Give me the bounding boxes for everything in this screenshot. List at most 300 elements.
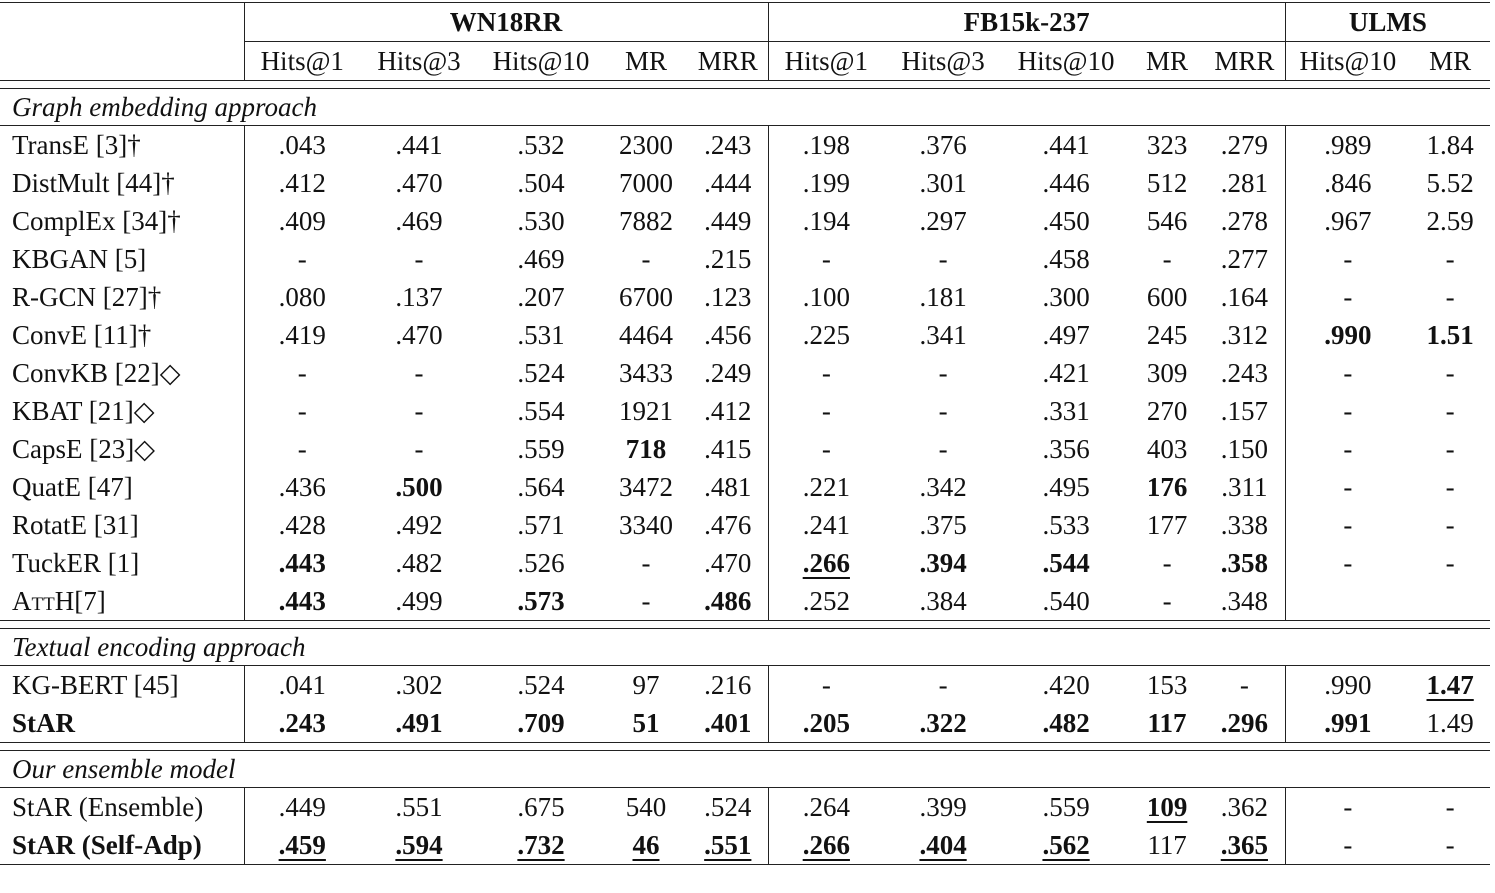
metric-value: .358: [1220, 548, 1268, 578]
metric-header: MR: [1410, 42, 1490, 81]
metric-value: .470: [704, 548, 752, 578]
metric-value: .492: [395, 510, 443, 540]
metric-cell: [1204, 826, 1285, 865]
metric-header: Hits@1: [768, 42, 884, 81]
metric-value: .491: [395, 708, 443, 738]
corner-cell: [0, 42, 244, 81]
metric-value: .207: [517, 282, 565, 312]
table-row: [0, 544, 1490, 582]
metric-cell: [688, 126, 768, 165]
metric-value: .846: [1324, 168, 1372, 198]
model-name: TransE [3]†: [12, 130, 141, 160]
metric-value: .181: [919, 282, 967, 312]
metric-value: .342: [919, 472, 967, 502]
metric-cell: [1002, 582, 1130, 621]
metric-cell: [1130, 704, 1204, 743]
metric-cell: [688, 202, 768, 240]
table-row: [0, 788, 1490, 827]
metric-value: 1.49: [1426, 708, 1474, 738]
metric-value: .470: [395, 168, 443, 198]
metric-value: .194: [802, 206, 850, 236]
metric-cell: [1130, 278, 1204, 316]
metric-value: .277: [1220, 244, 1268, 274]
metric-cell: [1285, 506, 1410, 544]
metric-cell: [360, 582, 478, 621]
metric-value: .341: [919, 320, 967, 350]
metric-value: -: [641, 548, 651, 578]
metric-cell: [478, 316, 604, 354]
metric-cell: [1204, 202, 1285, 240]
metric-value: -: [1162, 548, 1172, 578]
metric-value: .441: [395, 130, 443, 160]
metric-cell: [244, 240, 360, 278]
metric-cell: [604, 316, 688, 354]
metric-value: 245: [1146, 320, 1188, 350]
metric-cell: [1410, 316, 1490, 354]
metric-value: 3472: [619, 472, 673, 502]
metric-value: -: [821, 396, 831, 426]
metric-cell: [1002, 240, 1130, 278]
metric-value: .482: [395, 548, 443, 578]
metric-value: .967: [1324, 206, 1372, 236]
metric-cell: [884, 704, 1002, 743]
metric-value: .297: [919, 206, 967, 236]
metric-value: .264: [802, 792, 850, 822]
metric-value: .428: [278, 510, 326, 540]
metric-cell: [1410, 278, 1490, 316]
metric-cell: [478, 278, 604, 316]
metric-cell: [244, 354, 360, 392]
model-name: ConvE [11]†: [12, 320, 152, 350]
metric-value: -: [1343, 792, 1353, 822]
metric-value: .446: [1042, 168, 1090, 198]
metric-value: .281: [1220, 168, 1268, 198]
metric-value: -: [1343, 548, 1353, 578]
section-header-row: [0, 751, 1490, 788]
metric-value: .322: [919, 708, 967, 738]
section-title: Textual encoding approach: [0, 629, 1490, 666]
metric-cell: [1002, 392, 1130, 430]
metric-value: .675: [517, 792, 565, 822]
metric-cell: [478, 704, 604, 743]
metric-cell: [688, 544, 768, 582]
metric-value: 109: [1146, 792, 1188, 822]
metric-cell: [1410, 354, 1490, 392]
metric-header: Hits@10: [1285, 42, 1410, 81]
metric-value: 2.59: [1426, 206, 1474, 236]
metric-value: -: [297, 244, 307, 274]
metric-value: .559: [1042, 792, 1090, 822]
metric-value: 4464: [619, 320, 673, 350]
metric-value: .495: [1042, 472, 1090, 502]
metric-cell: [244, 392, 360, 430]
metric-value: .164: [1220, 282, 1268, 312]
metric-cell: [1285, 164, 1410, 202]
metric-cell: [884, 544, 1002, 582]
metric-value: .419: [278, 320, 326, 350]
metric-value: .476: [704, 510, 752, 540]
metric-cell: [1002, 666, 1130, 705]
metric-value: -: [1445, 830, 1455, 860]
metric-cell: [884, 506, 1002, 544]
metric-value: .594: [395, 830, 443, 860]
metric-cell: [884, 392, 1002, 430]
metric-cell: [1002, 354, 1130, 392]
metric-value: .415: [704, 434, 752, 464]
metric-value: .279: [1220, 130, 1268, 160]
metric-cell: [360, 544, 478, 582]
metric-value: .331: [1042, 396, 1090, 426]
metric-header: MR: [1130, 42, 1204, 81]
metric-cell: [360, 506, 478, 544]
metric-value: .401: [704, 708, 752, 738]
metric-value: .990: [1324, 320, 1372, 350]
model-name: KBAT [21]◇: [12, 396, 155, 426]
model-name: KBGAN [5]: [12, 244, 147, 274]
metric-cell: [1130, 354, 1204, 392]
metric-cell: [1285, 202, 1410, 240]
metric-value: .205: [802, 708, 850, 738]
metric-cell: [244, 126, 360, 165]
metric-value: .043: [278, 130, 326, 160]
metric-cell: [884, 582, 1002, 621]
metric-cell: [688, 666, 768, 705]
metric-cell: [1130, 666, 1204, 705]
metric-value: .524: [517, 670, 565, 700]
table-row: [0, 582, 1490, 621]
metric-value: .302: [395, 670, 443, 700]
model-name: KG-BERT [45]: [12, 670, 179, 700]
metric-cell: [1204, 468, 1285, 506]
rule: [0, 621, 1490, 629]
metric-cell: [1410, 506, 1490, 544]
table-row: [0, 126, 1490, 165]
metric-cell: [1002, 316, 1130, 354]
metric-cell: [1204, 126, 1285, 165]
metric-value: .420: [1042, 670, 1090, 700]
metric-cell: [1130, 240, 1204, 278]
metric-cell: [1002, 278, 1130, 316]
metric-cell: [1410, 468, 1490, 506]
metric-cell: [1002, 126, 1130, 165]
model-name: DistMult [44]†: [12, 168, 175, 198]
metric-cell: [244, 826, 360, 865]
metric-cell: [1002, 788, 1130, 827]
metric-cell: [768, 240, 884, 278]
metric-value: 309: [1146, 358, 1188, 388]
metric-value: -: [641, 244, 651, 274]
metric-cell: [768, 704, 884, 743]
rule: [0, 743, 1490, 751]
metric-value: 512: [1146, 168, 1188, 198]
double-rule: [0, 621, 1490, 629]
metric-value: .137: [395, 282, 443, 312]
metric-header: Hits@10: [1002, 42, 1130, 81]
metric-cell: [478, 126, 604, 165]
metric-cell: [1285, 666, 1410, 705]
metric-cell: [884, 278, 1002, 316]
metric-header: Hits@3: [360, 42, 478, 81]
metric-value: 7882: [619, 206, 673, 236]
metric-cell: [768, 354, 884, 392]
metric-cell: [478, 164, 604, 202]
metric-cell: [768, 278, 884, 316]
metric-cell: [884, 666, 1002, 705]
metric-value: -: [938, 670, 948, 700]
metric-value: -: [938, 358, 948, 388]
metric-cell: [688, 704, 768, 743]
metric-value: -: [1343, 472, 1353, 502]
metric-value: .412: [278, 168, 326, 198]
metric-cell: [1002, 704, 1130, 743]
table-row: [0, 240, 1490, 278]
metric-cell: [604, 704, 688, 743]
table-row: [0, 430, 1490, 468]
model-name: ConvKB [22]◇: [12, 358, 181, 388]
metric-value: .531: [517, 320, 565, 350]
metric-value: .469: [395, 206, 443, 236]
metric-cell: [768, 392, 884, 430]
metric-cell: [1204, 788, 1285, 827]
metric-value: .243: [1220, 358, 1268, 388]
section-title: Our ensemble model: [0, 751, 1490, 788]
metric-cell: [478, 582, 604, 621]
metric-header: MRR: [1204, 42, 1285, 81]
metric-cell: [604, 392, 688, 430]
group-header: ULMS: [1285, 3, 1490, 42]
model-name: StAR (Ensemble): [12, 792, 204, 822]
metric-value: .375: [919, 510, 967, 540]
metric-cell: [1285, 430, 1410, 468]
metric-cell: [1285, 788, 1410, 827]
metric-value: 7000: [619, 168, 673, 198]
metric-cell: [244, 544, 360, 582]
metric-value: -: [1445, 472, 1455, 502]
metric-value: .486: [704, 586, 752, 616]
metric-value: .080: [278, 282, 326, 312]
metric-value: .533: [1042, 510, 1090, 540]
metric-cell: [1130, 544, 1204, 582]
metric-value: 51: [632, 708, 660, 738]
metric-value: .481: [704, 472, 752, 502]
metric-value: -: [297, 396, 307, 426]
metric-cell: [884, 316, 1002, 354]
metric-value: .732: [517, 830, 565, 860]
group-header-row: [0, 3, 1490, 42]
metric-cell: [360, 826, 478, 865]
metric-value: 6700: [619, 282, 673, 312]
metric-cell: [360, 202, 478, 240]
metric-cell: [1204, 704, 1285, 743]
metric-cell: [244, 430, 360, 468]
metric-cell: [1002, 430, 1130, 468]
metric-cell: [1410, 704, 1490, 743]
metric-cell: [768, 164, 884, 202]
metric-value: .482: [1042, 708, 1090, 738]
metric-cell: [688, 430, 768, 468]
metric-header: Hits@3: [884, 42, 1002, 81]
metric-cell: [244, 788, 360, 827]
metric-value: 153: [1146, 670, 1188, 700]
metric-cell: [1285, 826, 1410, 865]
metric-cell: [604, 278, 688, 316]
metric-value: 5.52: [1426, 168, 1474, 198]
metric-value: 270: [1146, 396, 1188, 426]
metric-cell: [1285, 704, 1410, 743]
metric-cell: [244, 666, 360, 705]
metric-cell: [244, 164, 360, 202]
metric-cell: [768, 468, 884, 506]
metric-cell: [1285, 354, 1410, 392]
metric-cell: [688, 788, 768, 827]
metric-cell: [478, 506, 604, 544]
metric-value: .530: [517, 206, 565, 236]
results-table: [0, 2, 1490, 865]
metric-cell: [1002, 164, 1130, 202]
metric-value: .544: [1042, 548, 1090, 578]
metric-value: .225: [802, 320, 850, 350]
metric-value: 177: [1146, 510, 1188, 540]
metric-cell: [244, 582, 360, 621]
metric-cell: [688, 468, 768, 506]
metric-value: .989: [1324, 130, 1372, 160]
metric-value: .559: [517, 434, 565, 464]
table-row: [0, 354, 1490, 392]
metric-value: .573: [517, 586, 565, 616]
metric-cell: [688, 826, 768, 865]
metric-value: .384: [919, 586, 967, 616]
metric-value: .500: [395, 472, 443, 502]
metric-cell: [884, 826, 1002, 865]
metric-cell: [604, 430, 688, 468]
metric-value: .399: [919, 792, 967, 822]
metric-value: 97: [632, 670, 660, 700]
metric-value: .504: [517, 168, 565, 198]
metric-value: -: [938, 396, 948, 426]
metric-value: -: [1445, 510, 1455, 540]
metric-cell: [1130, 316, 1204, 354]
metric-cell: [688, 392, 768, 430]
metric-cell: [1002, 506, 1130, 544]
metric-value: .266: [802, 830, 850, 860]
metric-cell: [884, 354, 1002, 392]
metric-cell: [1204, 430, 1285, 468]
metric-value: 1.84: [1426, 130, 1474, 160]
metric-cell: [884, 164, 1002, 202]
metric-value: .449: [278, 792, 326, 822]
metric-value: .312: [1220, 320, 1268, 350]
metric-value: .412: [704, 396, 752, 426]
metric-header-row: [0, 42, 1490, 81]
metric-cell: [1285, 316, 1410, 354]
metric-value: .362: [1220, 792, 1268, 822]
metric-header: Hits@10: [478, 42, 604, 81]
metric-cell: [1002, 826, 1130, 865]
metric-value: 117: [1147, 830, 1187, 860]
metric-value: .311: [1221, 472, 1268, 502]
metric-cell: [768, 202, 884, 240]
metric-value: .458: [1042, 244, 1090, 274]
metric-value: .301: [919, 168, 967, 198]
metric-cell: [360, 704, 478, 743]
metric-value: .551: [704, 830, 752, 860]
metric-value: .443: [278, 548, 326, 578]
metric-cell: [478, 666, 604, 705]
table-row: [0, 506, 1490, 544]
metric-cell: [478, 430, 604, 468]
metric-value: 176: [1146, 472, 1188, 502]
metric-value: -: [414, 358, 424, 388]
table-row: [0, 468, 1490, 506]
metric-value: -: [1343, 396, 1353, 426]
metric-cell: [1410, 430, 1490, 468]
metric-value: -: [1239, 670, 1249, 700]
metric-cell: [1204, 240, 1285, 278]
double-rule: [0, 81, 1490, 89]
metric-cell: [1410, 826, 1490, 865]
metric-value: .540: [1042, 586, 1090, 616]
metric-cell: [1130, 164, 1204, 202]
metric-cell: [688, 354, 768, 392]
metric-value: .564: [517, 472, 565, 502]
metric-cell: [1130, 506, 1204, 544]
metric-value: .421: [1042, 358, 1090, 388]
model-name: AttH[7]: [12, 586, 106, 616]
metric-value: -: [1445, 792, 1455, 822]
metric-value: .470: [395, 320, 443, 350]
model-name: StAR (Self-Adp): [0, 826, 244, 865]
metric-value: .499: [395, 586, 443, 616]
metric-value: 1.51: [1426, 320, 1474, 350]
metric-value: .215: [704, 244, 752, 274]
metric-cell: [1204, 582, 1285, 621]
metric-cell: [1002, 202, 1130, 240]
metric-cell: [244, 506, 360, 544]
metric-value: .991: [1324, 708, 1372, 738]
metric-cell: [604, 164, 688, 202]
metric-value: -: [1445, 396, 1455, 426]
metric-cell: [688, 316, 768, 354]
metric-cell: [1204, 278, 1285, 316]
metric-cell: [1410, 392, 1490, 430]
metric-value: .157: [1220, 396, 1268, 426]
metric-value: -: [1445, 244, 1455, 274]
metric-value: -: [414, 244, 424, 274]
metric-value: 403: [1146, 434, 1188, 464]
metric-cell: [604, 582, 688, 621]
metric-value: -: [1343, 510, 1353, 540]
metric-value: .243: [704, 130, 752, 160]
metric-cell: [1204, 354, 1285, 392]
metric-cell: [1002, 544, 1130, 582]
metric-value: -: [821, 244, 831, 274]
metric-cell: [1285, 278, 1410, 316]
metric-value: .199: [802, 168, 850, 198]
metric-value: .249: [704, 358, 752, 388]
metric-header: MR: [604, 42, 688, 81]
metric-cell: [884, 468, 1002, 506]
metric-cell: [884, 788, 1002, 827]
metric-cell: [768, 544, 884, 582]
metric-value: .300: [1042, 282, 1090, 312]
metric-cell: [244, 316, 360, 354]
table-row: [0, 164, 1490, 202]
metric-cell: [244, 278, 360, 316]
metric-cell: [604, 126, 688, 165]
model-name: ComplEx [34]†: [12, 206, 181, 236]
model-name: R-GCN [27]†: [12, 282, 162, 312]
metric-value: -: [1162, 586, 1172, 616]
